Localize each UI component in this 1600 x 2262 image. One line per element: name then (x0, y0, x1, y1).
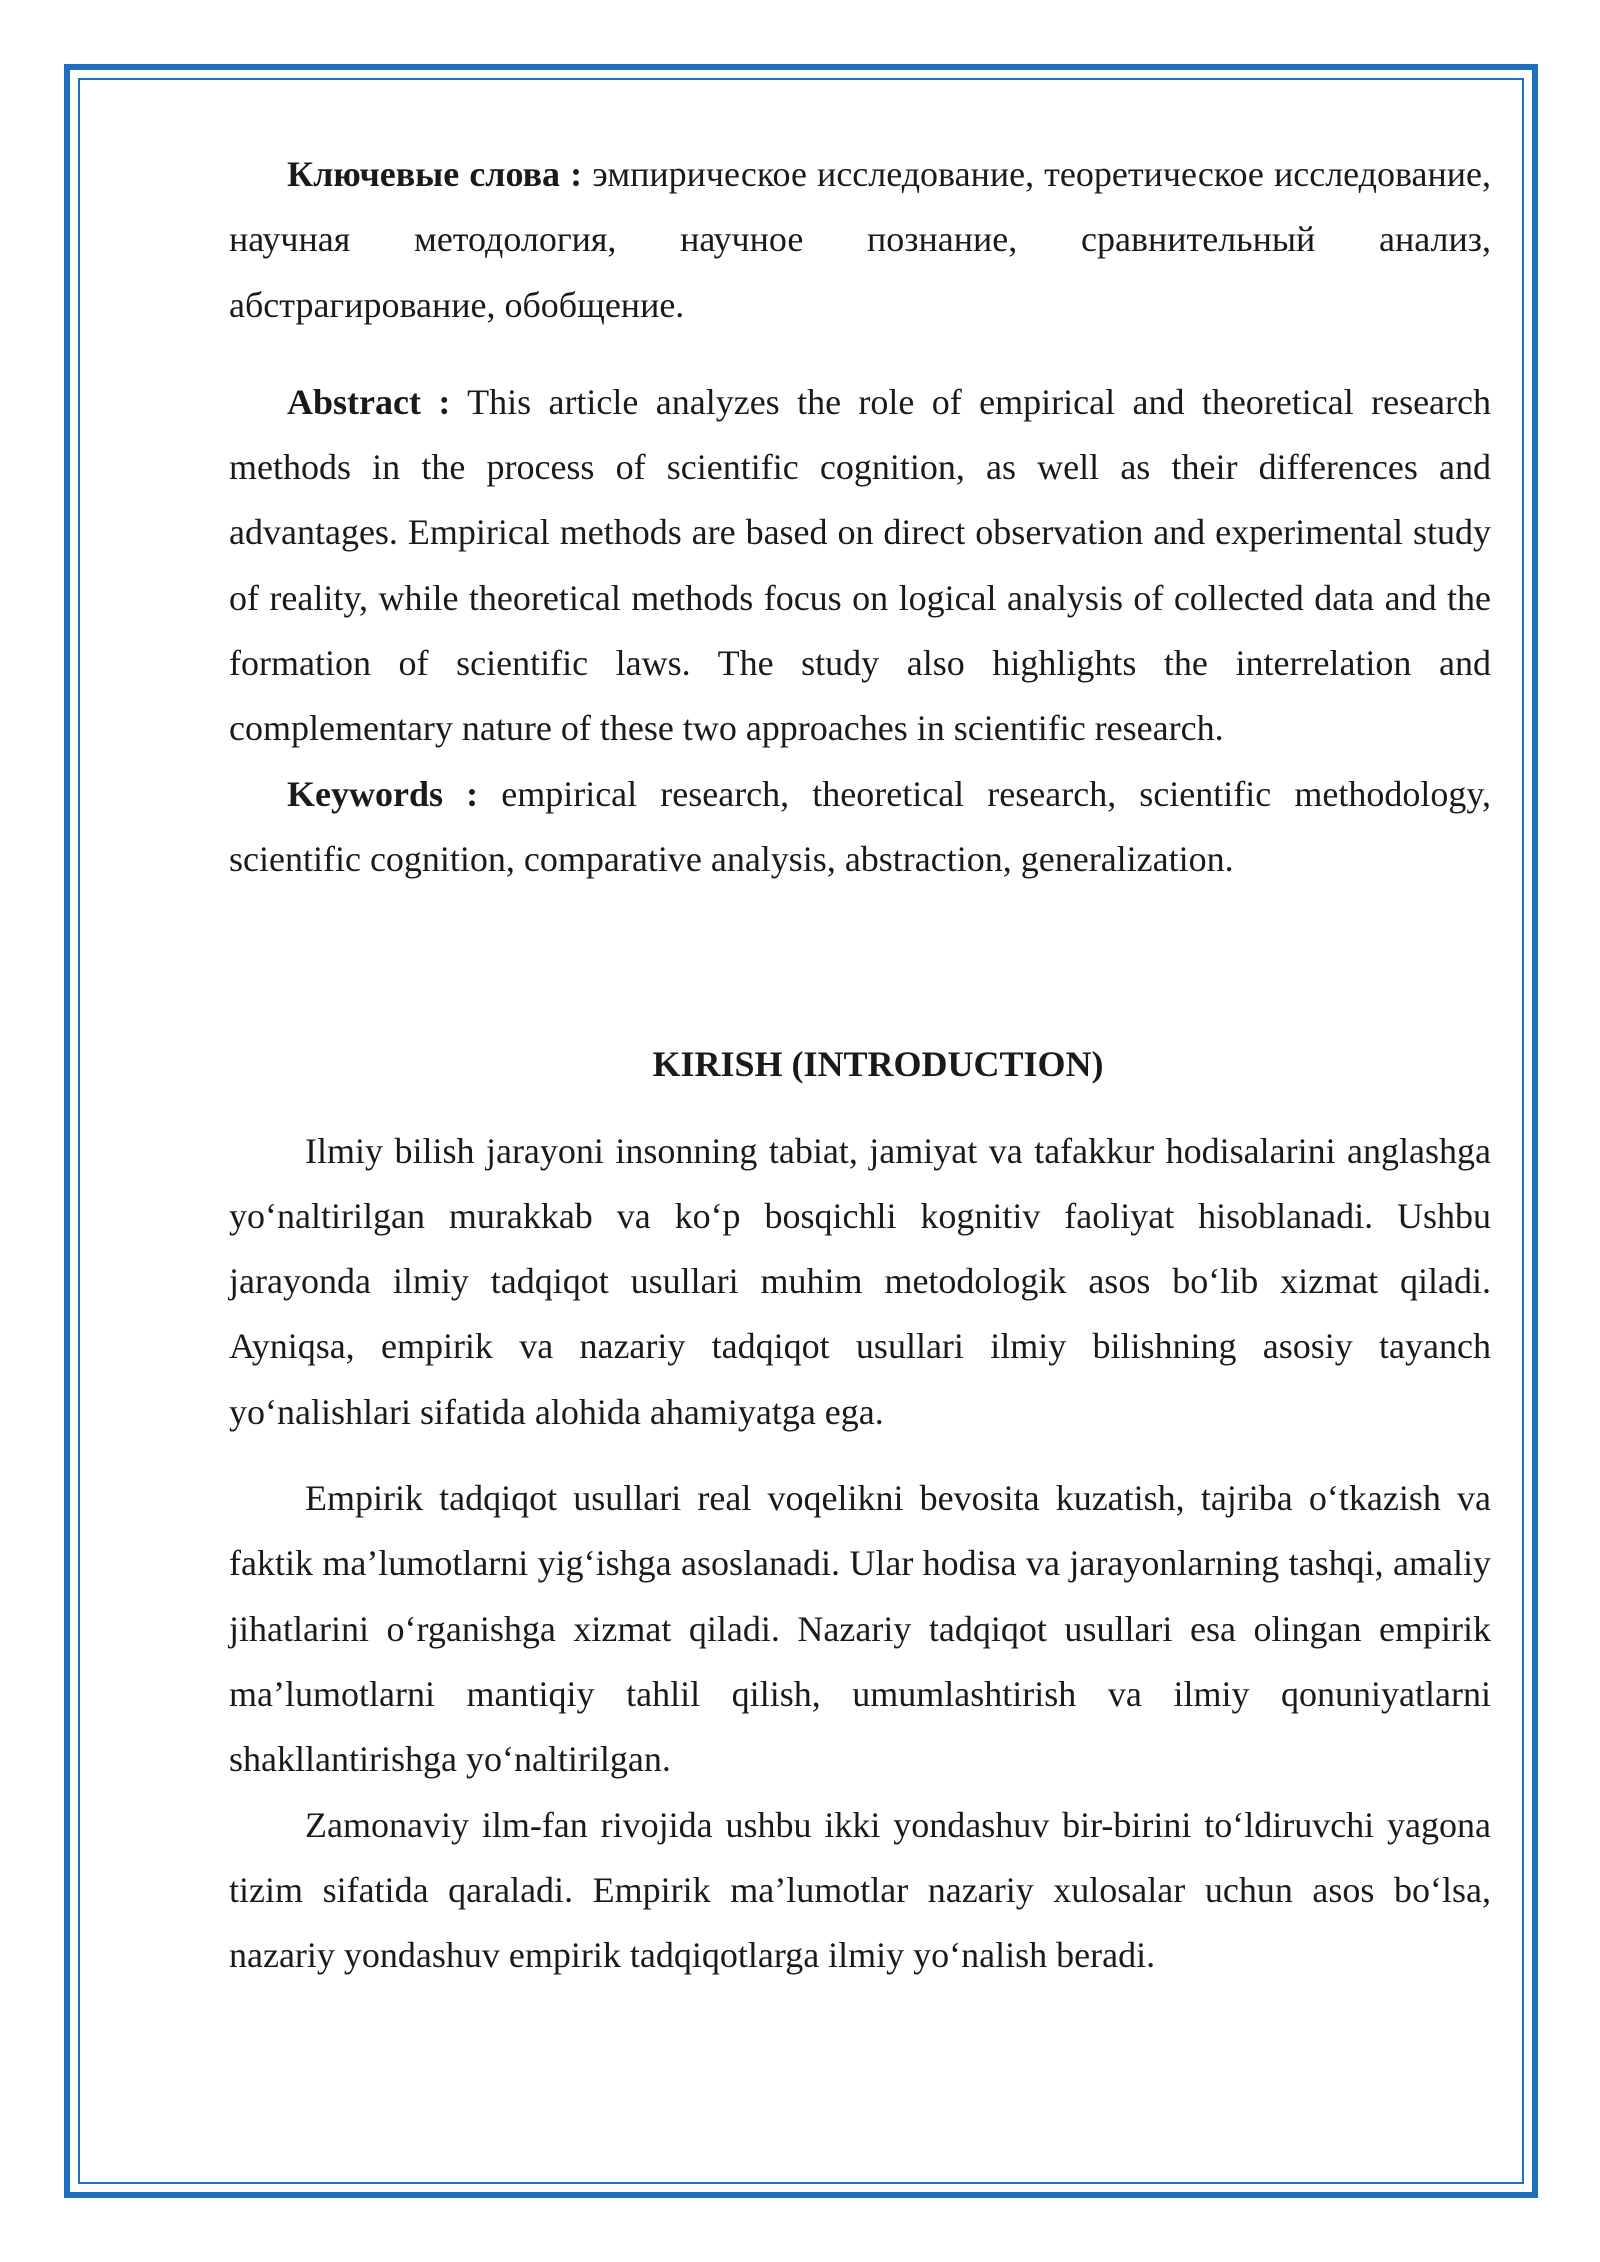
keywords-russian-label: Ключевые слова : (287, 154, 583, 194)
abstract (229, 370, 1491, 762)
intro-paragraph-2: Empirik tadqiqot usullari real voqelikni bevosita kuzatish, tajriba o‘tkazish va faktik ma’lumotlarni yig‘ishga asoslanadi. Ular hodisa va jarayonlarning tashqi, amaliy jihatlarini o‘rganishga xizmat qiladi. Nazariy tadqiqot usullari esa olingan empirik ma’lumotlarni mantiqiy tahlil qilish, umumlashtirish va ilmiy qonuniyatlarni shakllantirishga yo‘naltirilgan. (229, 1478, 1491, 1780)
keywords-english-text: empirical research, theoretical research, scientific methodology, scientific cognition, comparative analysis, abstraction, generalization. (229, 773, 1492, 879)
keywords-english-label: Keywords : (287, 773, 479, 814)
keywords-russian (229, 142, 1491, 338)
keywords-english (229, 762, 1491, 893)
keywords-russian-text: эмпирическое исследование, теоретическое исследование, научная методология, научное познание, сравнительный анализ, абстрагирование, обобщение. (229, 154, 1491, 325)
section-heading: KIRISH (INTRODUCTION) (652, 1044, 1104, 1085)
abstract-text: This article analyzes the role of empirical and theoretical research methods in the process of scientific cognition, as well as their differences and advantages. Empirical methods are based on direct observation and experimental study of reality, while theoretical methods focus on logical analysis of collected data and the formation of scientific laws. The study also highlights the interrelation and complementary nature of these two approaches in scientific research. (229, 381, 1492, 749)
intro-paragraph-1: Ilmiy bilish jarayoni insonning tabiat, jamiyat va tafakkur hodisalarini anglashga yo‘naltirilgan murakkab va ko‘p bosqichli kognitiv faoliyat hisoblanadi. Ushbu jarayonda ilmiy tadqiqot usullari muhim metodologik asos bo‘lib xizmat qiladi. Ayniqsa, empirik va nazariy tadqiqot usullari ilmiy bilishning asosiy tayanch yo‘nalishlari sifatida alohida ahamiyatga ega. (229, 1130, 1491, 1432)
page-content (229, 142, 1491, 1988)
abstract-label: Abstract : (287, 381, 451, 422)
intro-paragraph-3: Zamonaviy ilm-fan rivojida ushbu ikki yondashuv bir-birini to‘ldiruvchi yagona tizim sifatida qaraladi. Empirik ma’lumotlar nazariy xulosalar uchun asos bo‘lsa, nazariy yondashuv empirik tadqiqotlarga ilmiy yo‘nalish beradi. (229, 1804, 1491, 1976)
